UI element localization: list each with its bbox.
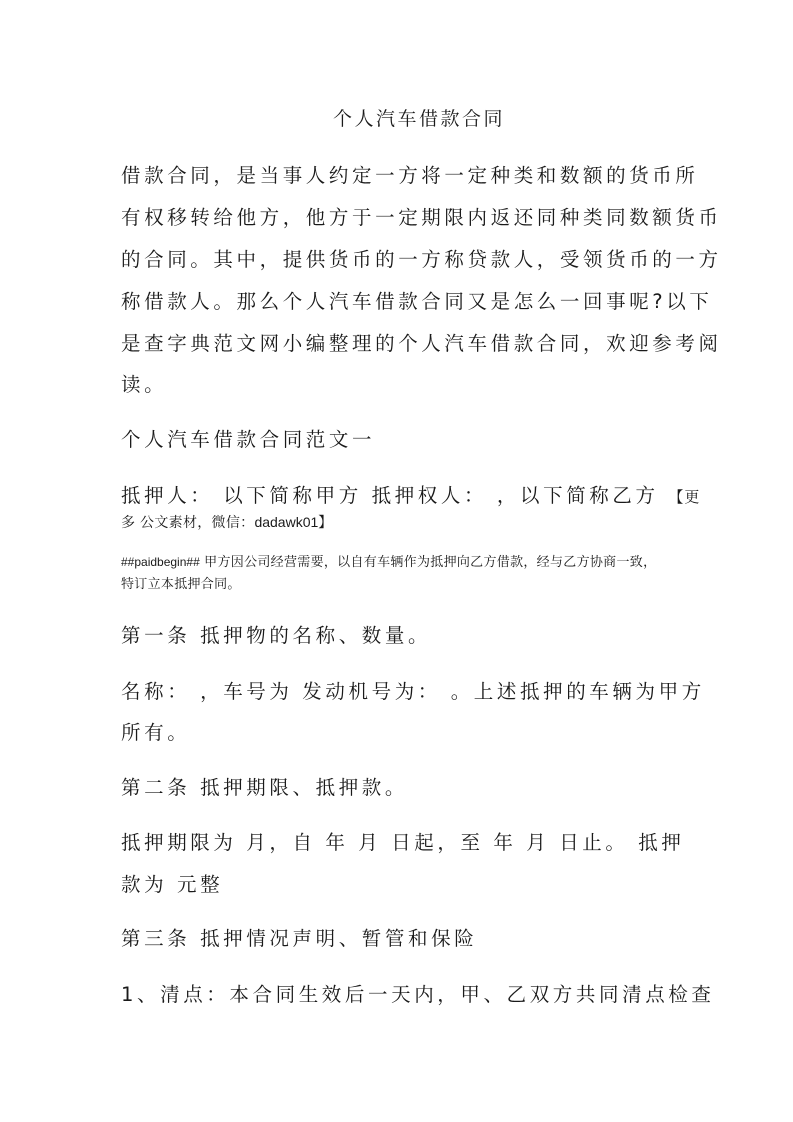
article-1-body-1: 名称： ，车号为 发动机号为： 。上述抵押的车辆为甲方 [121, 680, 705, 703]
paid-marker: ##paidbegin## [121, 555, 200, 569]
document-title: 个人汽车借款合同 [333, 108, 506, 130]
paid-text: 甲方因公司经营需要，以自有车辆作为抵押向乙方借款，经与乙方协商一致， [199, 555, 657, 570]
promo-bracket-close: 】 [318, 515, 333, 531]
parties-text: 抵押人： 以下简称甲方 抵押权人： ，以下简称乙方 [121, 484, 669, 507]
paid-line-2: 特订立本抵押合同。 [121, 577, 241, 592]
article-1-heading: 第一条 抵押物的名称、数量。 [121, 624, 432, 647]
intro-line-4: 称借款人。那么个人汽车借款合同又是怎么一回事呢?以下 [121, 290, 713, 313]
article-3-heading: 第三条 抵押情况声明、暂管和保险 [121, 927, 478, 950]
promo-line [121, 512, 333, 532]
paid-line-1 [121, 551, 656, 570]
intro-line-6: 读。 [121, 373, 168, 396]
intro-line-2: 有权移转给他方，他方于一定期限内返还同种类同数额货币 [121, 206, 722, 229]
intro-line-5: 是查字典范文网小编整理的个人汽车借款合同，欢迎参考阅 [121, 332, 722, 355]
article-2-body-2: 款为 元整 [121, 873, 224, 896]
article-3-item-1: 1、清点：本合同生效后一天内，甲、乙双方共同清点检查 [121, 983, 715, 1006]
article-2-heading: 第二条 抵押期限、抵押款。 [121, 776, 408, 799]
article-2-body-1: 抵押期限为 月，自 年 月 日起，至 年 月 日止。 抵押 [121, 831, 685, 854]
promo-wechat-id: dadawk01 [254, 514, 319, 530]
intro-line-3: 的合同。其中，提供货币的一方称贷款人，受领货币的一方 [121, 248, 722, 271]
section-heading: 个人汽车借款合同范文一 [121, 428, 376, 451]
intro-line-1: 借款合同，是当事人约定一方将一定种类和数额的货币所 [121, 164, 699, 187]
promo-bracket-open: 【更 [668, 488, 701, 506]
promo-text: 多 公文素材，微信： [121, 515, 255, 531]
article-1-body-2: 所有。 [121, 721, 191, 744]
parties-line [121, 480, 700, 508]
